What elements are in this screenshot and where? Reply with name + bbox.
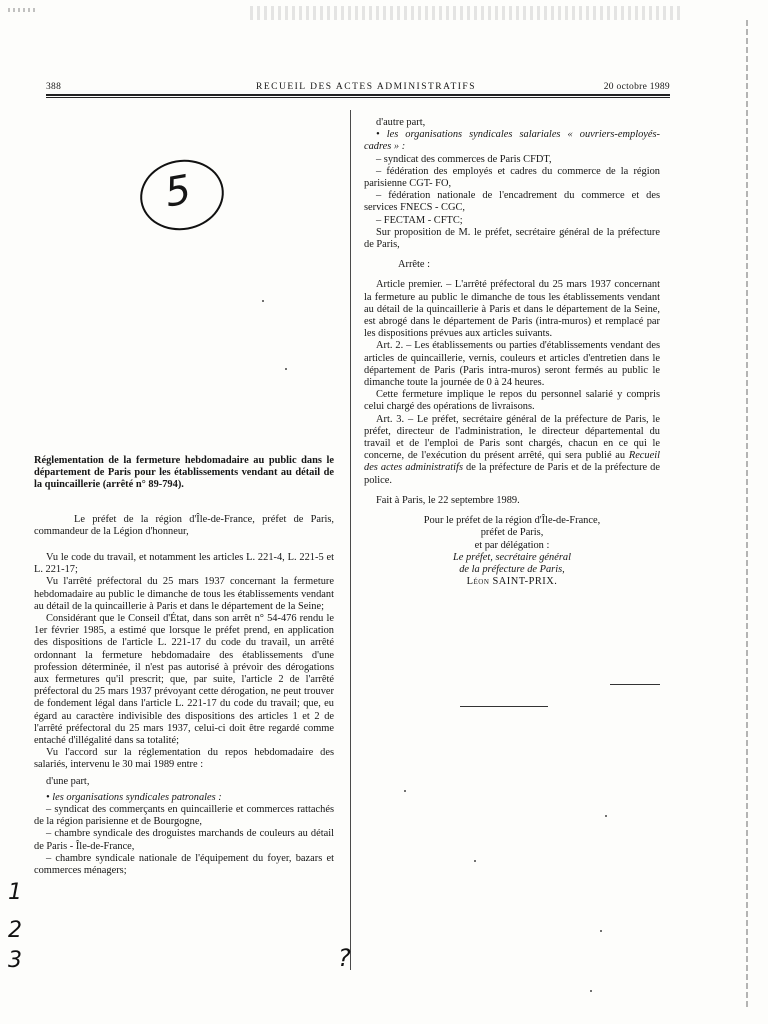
list-item: – FECTAM - CFTC; xyxy=(376,214,463,226)
paragraph-vu-arrete: Vu l'arrêté préfectoral du 25 mars 1937 concernant la fermeture hebdomadaire au public le dimanche de tous les établissements vendant au détail de la quincaillerie à Paris et dans le département de la Seine; xyxy=(34,576,334,612)
signature-date: Fait à Paris, le 22 septembre 1989. xyxy=(376,494,520,506)
proposition: Sur proposition de M. le préfet, secrétaire général de la préfecture de Paris, xyxy=(364,226,660,251)
decree-heading: Réglementation de la fermeture hebdomadaire au public dans le département de Paris pour les établissements vendant au détail de la quincaillerie (arrêté n° 89-794). xyxy=(34,455,334,491)
scan-speck xyxy=(262,300,264,302)
employee-organizations-heading: • les organisations syndicales salariales « ouvriers-employés-cadres » : xyxy=(364,129,660,153)
employer-organizations-heading: • les organisations syndicales patronales : xyxy=(46,791,222,803)
scan-artifact xyxy=(250,6,680,20)
right-column xyxy=(364,117,660,588)
paragraph-vu-code: Vu le code du travail, et notamment les articles L. 221-4, L. 221-5 et L. 221-17; xyxy=(34,552,334,576)
handwritten-number-1: 1 xyxy=(8,880,22,905)
signature-rule xyxy=(610,684,660,685)
signature-line: Pour le préfet de la région d'Île-de-France, xyxy=(423,515,601,527)
list-item: – chambre syndicale nationale de l'équipement du foyer, bazars et commerces ménagers; xyxy=(34,852,334,877)
issue-date: 20 octobre 1989 xyxy=(603,82,670,92)
signature-line: Le préfet, secrétaire général xyxy=(453,551,571,563)
list-item: – syndicat des commerçants en quincaillerie et commerces rattachés de la région parisienne et de Bourgogne, xyxy=(34,804,334,828)
stamp-number: 5 xyxy=(161,166,195,217)
signature-line: et par délégation : xyxy=(474,539,550,551)
article-2-continued: Cette fermeture implique le repos du personnel salarié y compris celui chargé des opérations de livraisons. xyxy=(364,389,660,413)
scan-speck xyxy=(404,790,406,792)
page-edge-shadow xyxy=(746,20,748,1010)
handwritten-circled-number xyxy=(135,153,230,237)
arrete-heading: Arrête : xyxy=(398,259,431,271)
left-column xyxy=(34,455,334,877)
list-item: – fédération nationale de l'encadrement du commerce et des services FNECS - CGC, xyxy=(364,190,660,214)
article-3-publication: Recueil des actes administratifs xyxy=(364,450,660,474)
article-3-text: Art. 3. – Le préfet, secrétaire général de la préfecture de Paris, le préfet, directeur de l'administration, le directeur départemental du travail et de l'emploi de Paris sont chargés, chacun en ce qui le concerne, de l'exécution du présent arrêté, qui sera publié au xyxy=(364,413,660,462)
column-separator xyxy=(350,110,351,970)
end-rule xyxy=(460,706,548,707)
page-number: 388 xyxy=(46,82,62,92)
handwritten-question-mark: ? xyxy=(338,944,351,972)
article-1-label: Article premier. xyxy=(376,279,443,291)
scan-speck xyxy=(600,930,602,932)
handwritten-number-3: 3 xyxy=(8,948,22,973)
article-1 xyxy=(364,279,660,340)
article-2: Art. 2. – Les établissements ou parties d'établissements vendant des articles de quincaillerie, vernis, couleurs et articles d'entretien dans le département de Paris (Paris intra-muros) seront fermés au public le dimanche toute la journée de 0 à 24 heures. xyxy=(364,340,660,389)
scan-artifact xyxy=(8,8,38,12)
publication-title: RECUEIL DES ACTES ADMINISTRATIFS xyxy=(256,82,476,92)
list-item: – chambre syndicale des droguistes marchands de couleurs au détail de Paris - Île-de-France, xyxy=(34,828,334,852)
scan-speck xyxy=(605,815,607,817)
list-item: – syndicat des commerces de Paris CFDT, xyxy=(376,153,552,165)
paragraph-vu-accord: Vu l'accord sur la réglementation du repos hebdomadaire des salariés, intervenu le 30 mai 1989 entre : xyxy=(34,747,334,771)
dune-part: d'une part, xyxy=(46,775,90,787)
list-item: – fédération des employés et cadres du commerce de la région parisienne CGT- FO, xyxy=(364,165,660,190)
prefect-intro: Le préfet de la région d'Île-de-France, préfet de Paris, commandeur de la Légion d'honneur, xyxy=(34,513,334,537)
header-rule xyxy=(46,94,670,96)
handwritten-number-2: 2 xyxy=(8,918,22,943)
signatory-name: Léon SAINT-PRIX. xyxy=(466,576,558,588)
scan-speck xyxy=(285,368,287,370)
article-1-text: – L'arrêté préfectoral du 25 mars 1937 concernant la fermeture au public le dimanche de tous les établissements vendant au détail de la quincaillerie à Paris et dans le département de la Seine, est abrogé dans le département de Paris (intra-muros) et remplacé par les dispositions prévues aux articles suivants. xyxy=(364,279,661,340)
header-rule xyxy=(46,97,670,98)
signature-line: de la préfecture de Paris, xyxy=(459,563,565,575)
scan-speck xyxy=(474,860,476,862)
scan-speck xyxy=(590,990,592,992)
paragraph-considerant: Considérant que le Conseil d'État, dans son arrêt n° 54-476 rendu le 1er février 1985, a estimé que lorsque le préfet prend, en application des dispositions de l'article L. 221-17 du code du travail, un arrêté ordonnant la fermeture hebdomadaire des établissements d'une profession déterminée, il n'est pas autorisé à prévoir des dérogations aux fermetures qu'il prescrit; que, par suite, l'article 2 de l'arrêté préfectoral du 25 mars 1937 prévoyant cette dérogation, ne peut trouver de fondement légal dans l'article L. 221-17 du code du travail; que, eu égard au caractère indivisible des dispositions des articles 1 et 2 de l'arrêté préfectoral du 25 mars 1937, celui-ci doit être regardé comme entaché d'illégalité dans sa totalité; xyxy=(34,613,334,747)
dautre-part: d'autre part, xyxy=(376,117,426,128)
article-3-end: de la préfecture de Paris et de la préfecture de police. xyxy=(364,462,660,486)
article-3 xyxy=(364,414,660,487)
signature-line: préfet de Paris, xyxy=(480,527,544,539)
